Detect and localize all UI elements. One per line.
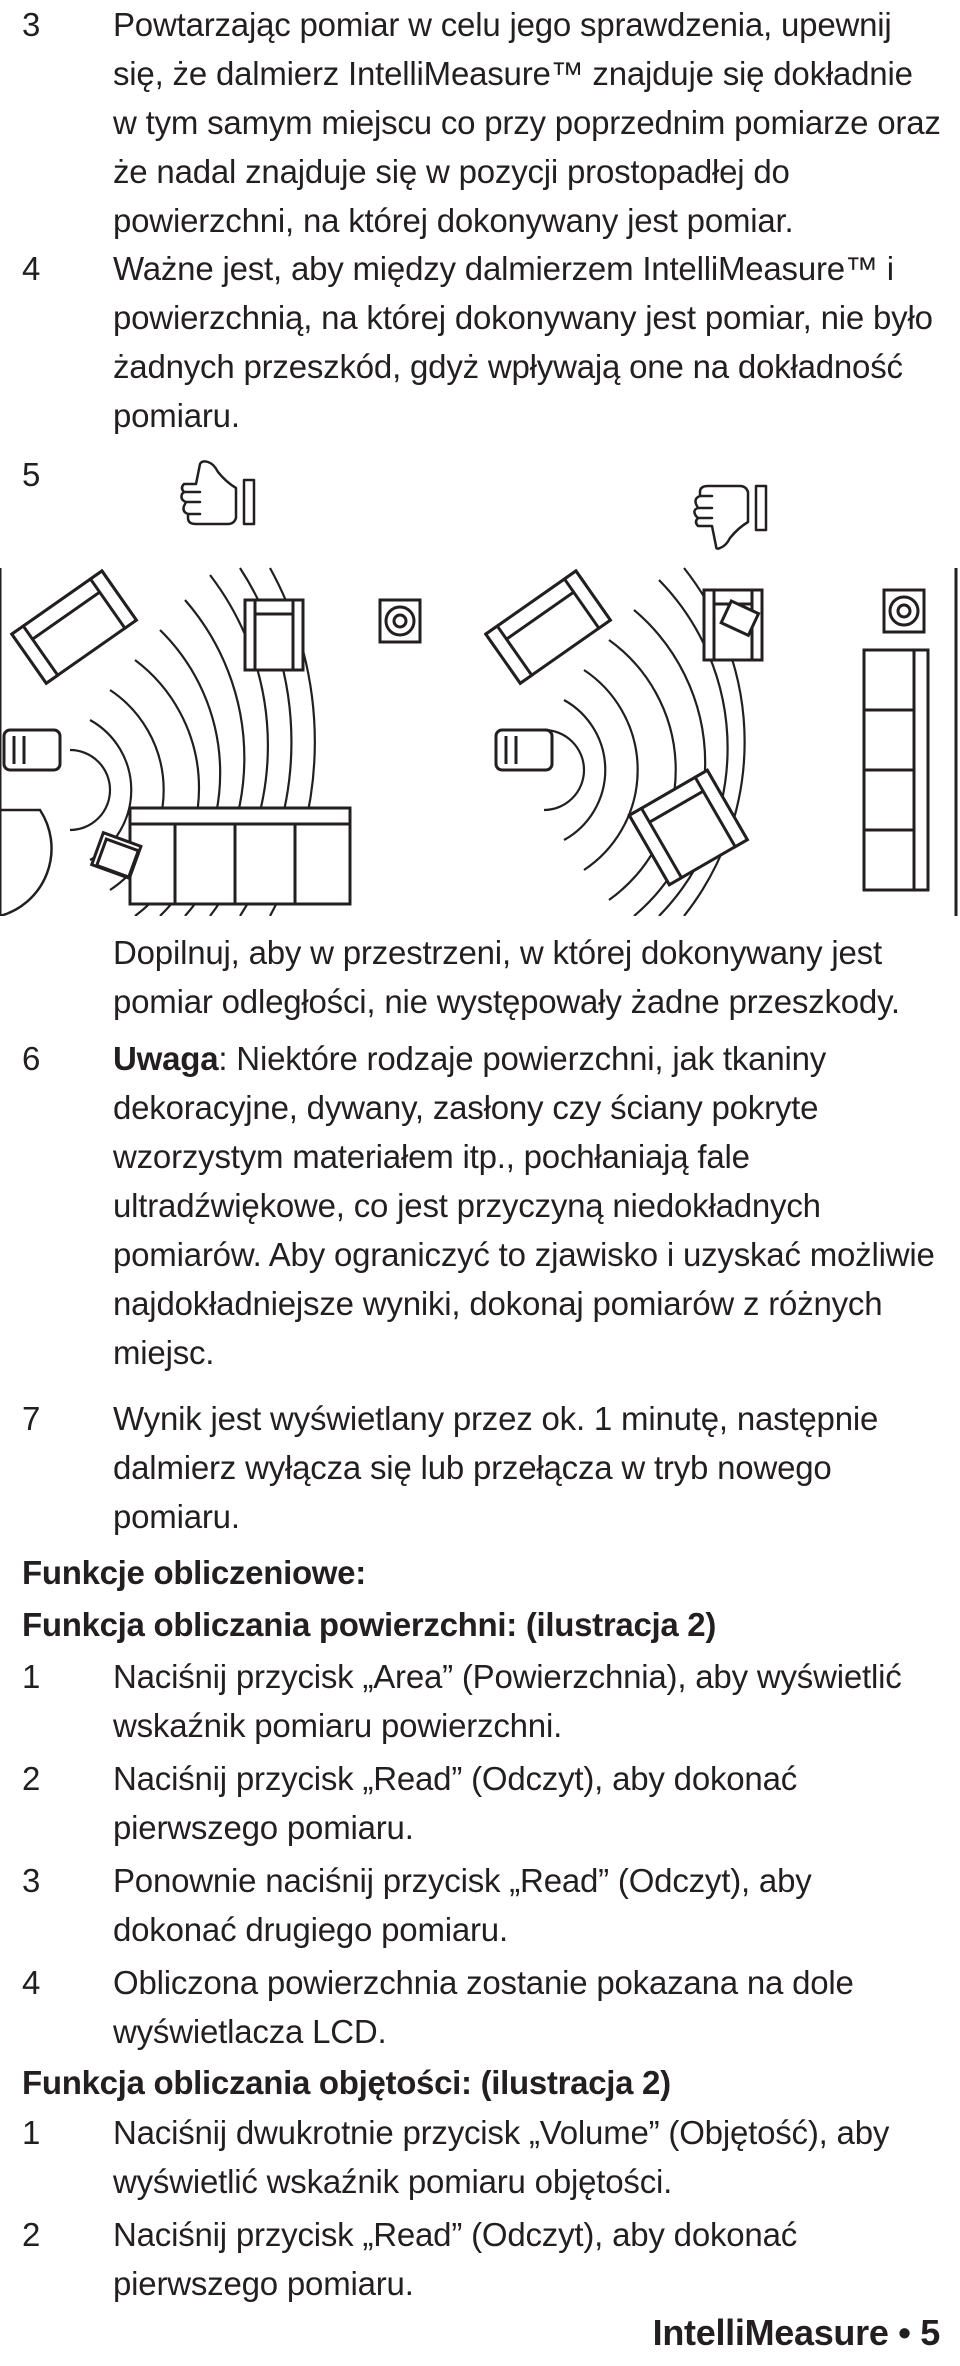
room-without-obstacles-illustration (0, 560, 456, 916)
step-number: 3 (22, 1862, 41, 1899)
note-text: : Niektóre rodzaje powierzchni, jak tkaniny dekoracyjne, dywany, zasłony czy ściany pokryte wzorzystym materiałem itp., pochłaniają fale ultradźwiękowe, co jest przyczyną niedokładnych pomiarów. Aby ograniczyć to zjawisko i uzyskać możliwie najdokładniejsze wyniki, dokonaj pomiarów z różnych miejsc. (113, 1040, 935, 1371)
step-number: 1 (22, 1658, 41, 1695)
step-text: Naciśnij przycisk „Area” (Powierzchnia), aby wyświetlić wskaźnik pomiaru powierzchni. (113, 1658, 902, 1744)
step-text: Powtarzając pomiar w celu jego sprawdzenia, upewnij się, że dalmierz IntelliMeasure™ znajduje się dokładnie w tym samym miejscu co przy poprzednim pomiarze oraz że nadal znajduje się w pozycji prostopadłej do powierzchni, na której dokonywany jest pomiar. (113, 6, 941, 239)
step-text: Ważne jest, aby między dalmierzem IntelliMeasure™ i powierzchnią, na której dokonywany jest pomiar, nie było żadnych przeszkód, gdyż wpływają one na dokładność pomiaru. (113, 250, 933, 434)
step-text: Naciśnij dwukrotnie przycisk „Volume” (Objętość), aby wyświetlić wskaźnik pomiaru objętości. (113, 2114, 890, 2200)
step-text: Ponownie naciśnij przycisk „Read” (Odczyt), aby dokonać drugiego pomiaru. (113, 1862, 812, 1948)
section-heading: Funkcja obliczania objętości: (ilustracja 2) (22, 2064, 671, 2101)
step-number: 4 (22, 1964, 41, 2001)
step-text: Obliczona powierzchnia zostanie pokazana na dole wyświetlacza LCD. (113, 1964, 854, 2050)
step-number: 1 (22, 2114, 41, 2151)
footer-brand: IntelliMeasure (652, 2312, 889, 2353)
step-text: Naciśnij przycisk „Read” (Odczyt), aby dokonać pierwszego pomiaru. (113, 1760, 798, 1846)
room-with-obstacles-illustration (484, 560, 960, 916)
step-text (113, 1034, 943, 1377)
footer-bullet: • (898, 2312, 911, 2353)
illustration-caption: Dopilnuj, aby w przestrzeni, w której dokonywany jest pomiar odległości, nie występowały żadne przeszkody. (113, 934, 900, 1020)
step-number: 4 (22, 250, 41, 287)
step-number: 3 (22, 6, 41, 43)
page-footer (653, 2312, 940, 2354)
step-text: Naciśnij przycisk „Read” (Odczyt), aby dokonać pierwszego pomiaru. (113, 2216, 798, 2302)
step-number: 5 (22, 456, 41, 493)
step-text: Wynik jest wyświetlany przez ok. 1 minutę, następnie dalmierz wyłącza się lub przełącza w tryb nowego pomiaru. (113, 1400, 879, 1535)
section-heading: Funkcja obliczania powierzchni: (ilustracja 2) (22, 1606, 717, 1643)
step-number: 7 (22, 1400, 41, 1437)
thumbs-up-icon (178, 458, 268, 530)
step-number: 6 (22, 1040, 41, 1077)
step-number: 2 (22, 1760, 41, 1797)
section-heading: Funkcje obliczeniowe: (22, 1554, 366, 1591)
thumbs-down-icon (690, 476, 780, 552)
page-number: 5 (920, 2312, 940, 2353)
note-label: Uwaga (113, 1040, 219, 1077)
step-number: 2 (22, 2216, 41, 2253)
